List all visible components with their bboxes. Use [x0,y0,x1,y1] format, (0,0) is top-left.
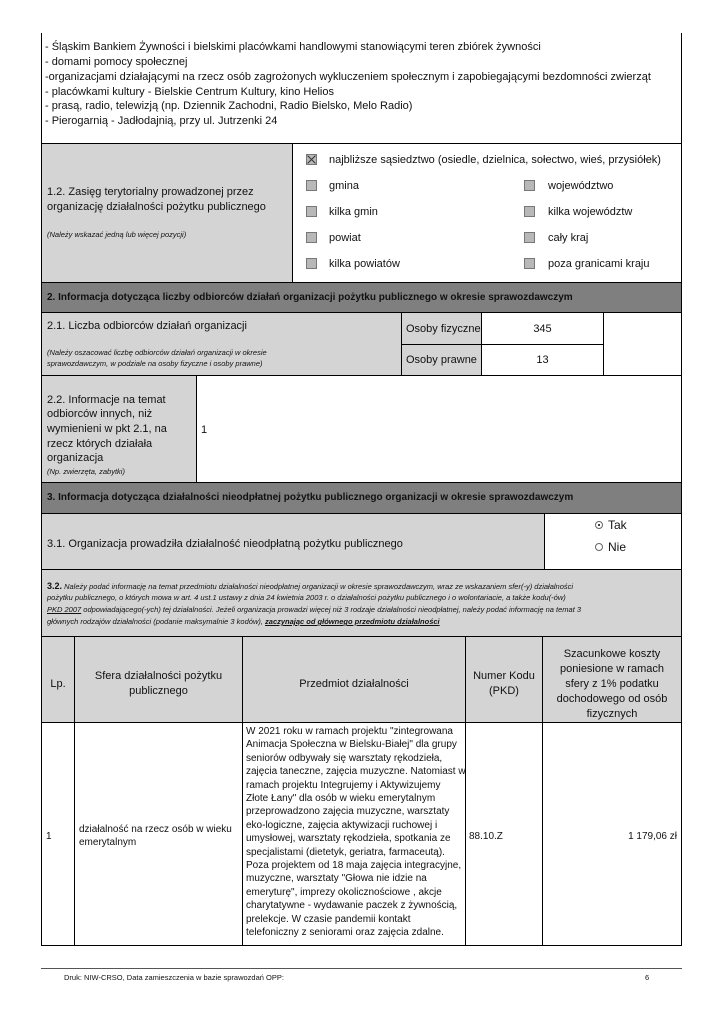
checkbox-poza-granicami[interactable] [524,258,535,269]
row-przedmiot-line: zajęcia taneczne, zajęcia muzyczne. Natomiast w [246,766,466,778]
checkbox-kilka-wojewodztw[interactable] [524,206,535,217]
row-sfera: emerytalnym [79,837,137,848]
row-przedmiot-line: Złote Łany" dla osób w wieku emerytalnym [246,793,436,804]
row-przedmiot-line: Poza projektem od 18 maja zajęcia integracyjne, [246,860,462,871]
row-kod: 88.10.Z [469,831,503,842]
section-3-2-text: pożytku publicznego, o których mowa w art. 4 ust.1 ustawy z dnia 24 kwietnia 2003 r. o działalności pożytku publicznego i o wolontariacie, a także kodu(-ów) [47,593,566,602]
header-kod: Numer Kodu [473,670,535,682]
row-przedmiot-line: przeprowadzono zajęcia muzyczne, warsztaty [246,806,450,818]
section-3-2-line [47,581,573,592]
option-gmina: gmina [329,180,359,192]
section-2-2-value: 1 [201,424,208,436]
row-przedmiot-line: telefoniczny z seniorami oraz zajęcia zdalne. [246,927,444,938]
row-koszt: 1 179,06 zł [628,831,677,842]
header-przedmiot: Przedmiot działalności [299,678,409,690]
osoby-prawne-value: 13 [536,354,549,366]
intro-line: - prasą, radio, telewizją (np. Dziennik Zachodni, Radio Bielsko, Melo Radio) [45,100,413,112]
section-2-2-label: rzecz których działała [47,438,153,450]
row-lp: 1 [46,831,52,842]
footer-text: Druk: NIW-CRSO, Data zamieszczenia w bazie sprawozdań OPP: [64,973,284,982]
checkbox-powiat[interactable] [306,232,317,243]
section-3-title: 3. Informacja dotycząca działalności nieodpłatnej pożytku publicznego organizacji w okresie sprawozdawczym [47,492,574,503]
checkbox-kilka-powiatow[interactable] [306,258,317,269]
section-3-1-label: 3.1. Organizacja prowadziła działalność nieodpłatną pożytku publicznego [47,538,403,550]
row-przedmiot-line: W 2021 roku w ramach projektu "zintegrowana [246,726,453,737]
header-koszt: dochodowego od osób [556,693,668,705]
section-3-2-line [47,605,581,615]
row-przedmiot-line: ramach projektu Integrujemy i Aktywizujemy [246,779,441,791]
row-przedmiot-line: emeryturę", imprezy okolicznościowe , akcje [246,886,442,898]
section-2-2-label: odbiorców innych, niż [47,408,153,420]
header-lp: Lp. [50,678,66,690]
section-2-1-note: sprawozdawczym, w podziale na osoby fizyczne i osoby prawne) [47,359,263,368]
option-wojewodztwo: województwo [548,180,614,192]
checkbox-neighborhood[interactable] [306,154,317,165]
header-kod: (PKD) [489,685,519,697]
radio-nie-label: Nie [608,540,627,554]
intro-line: - domami pomocy społecznej [45,56,188,68]
section-3-2-number: 3.2. [47,581,63,591]
section-1-2-note: (Należy wskazać jedną lub więcej pozycji) [47,230,187,239]
row-przedmiot-line: specjalistami (dietetyk, geriatra, farmaceutą). [246,846,445,858]
option-kilka-gmin: kilka gmin [329,206,378,218]
pkd-link[interactable]: PKD 2007 [47,605,82,614]
section-1-2-label: 1.2. Zasięg terytorialny prowadzonej przez [47,186,254,198]
option-neighborhood: najbliższe sąsiedztwo (osiedle, dzielnica, sołectwo, wieś, przysiółek) [329,154,661,166]
option-caly-kraj: cały kraj [548,232,589,244]
section-2-2-label: organizacja [47,452,104,464]
checkbox-gmina[interactable] [306,180,317,191]
header-koszt: fizycznych [586,708,638,720]
radio-nie[interactable] [595,543,603,551]
row-przedmiot-line: seniorów odbywały się warsztaty rękodzieła, [246,752,443,764]
row-przedmiot-line: prelekcje. W czasie pandemii kontakt [246,913,411,925]
osoby-fizyczne-label: Osoby fizyczne [406,323,481,335]
checkbox-kilka-gmin[interactable] [306,206,317,217]
checkbox-caly-kraj[interactable] [524,232,535,243]
header-koszt: poniesione w ramach [560,663,664,675]
row-przedmiot-line: charytatywne - wydawanie paczek z żywnością, [246,900,458,912]
osoby-fizyczne-value: 345 [533,323,552,335]
option-poza-granicami: poza granicami kraju [548,258,650,270]
intro-line: -organizacjami działającymi na rzecz osób zagrożonych wykluczeniem społecznym i zapobiegającymi bezdomności zwierząt [45,71,651,83]
header-koszt: sfery z 1% podatku [565,678,659,690]
header-koszt: Szacunkowe koszty [563,648,661,660]
option-kilka-powiatow: kilka powiatów [329,258,400,270]
section-3-2-text: głównych rodzajów działalności (podanie maksymalnie 3 kodów), [47,617,266,626]
section-2-title: 2. Informacja dotycząca liczby odbiorców działań organizacji pożytku publicznego w okresie sprawozdawczym [47,292,573,303]
intro-line: - Pierogarnią - Jadłodajnią, przy ul. Jutrzenki 24 [45,115,278,127]
row-sfera: działalność na rzecz osób w wieku [79,824,232,835]
option-kilka-wojewodztw: kilka województw [548,206,633,218]
section-2-2-note: (Np. zwierzęta, zabytki) [47,467,125,476]
section-2-2-label: 2.2. Informacje na temat [47,394,166,406]
intro-line: - Śląskim Bankiem Żywności i bielskimi placówkami handlowymi stanowiącymi teren zbiórek żywności [45,41,541,53]
header-sfera: Sfera działalności pożytku [94,670,223,682]
page-number: 6 [645,973,650,982]
section-1-2-label: organizację działalności pożytku publicznego [47,201,266,213]
row-przedmiot-line: eko-logiczne, zajęcia aktywizacji ruchowej i [246,819,438,831]
checkbox-wojewodztwo[interactable] [524,180,535,191]
osoby-prawne-label: Osoby prawne [406,354,477,366]
radio-tak[interactable] [595,521,603,529]
section-3-2-emph: zaczynając od głównego przedmiotu działalności [265,617,440,626]
section-3-2-text: Należy podać informację na temat przedmiotu działalności nieodpłatnej organizacji w okresie sprawozdawczym, wraz ze wskazaniem sfer(-y) działalności [62,582,574,591]
section-2-2-label: wymienieni w pkt 2.1, na [47,423,167,435]
section-2-1-note: (Należy oszacować liczbę odbiorców działań organizacji w okresie [47,348,267,357]
section-2-1-label: 2.1. Liczba odbiorców działań organizacji [47,320,247,332]
intro-line: - placówkami kultury - Bielskie Centrum Kultury, kino Helios [45,86,334,98]
section-3-2-line [47,617,440,627]
option-powiat: powiat [329,232,361,244]
section-3-2-text: odpowiadającego(-ych) tej działalności. Jeżeli organizacja prowadzi więcej niż 3 rodzaje działalności nieodpłatnej, należy podać informację na temat 3 [81,605,582,614]
row-przedmiot-line: Animacja Społeczna w Bielsku-Białej" dla grupy [246,739,457,751]
radio-tak-label: Tak [608,518,627,532]
row-przedmiot-line: umysłowej, warsztaty rękodzieła, spotkania ze [246,833,451,845]
header-sfera: publicznego [129,685,188,697]
row-przedmiot-line: muzyczne, warsztaty "Głowa nie idzie na [246,873,427,885]
